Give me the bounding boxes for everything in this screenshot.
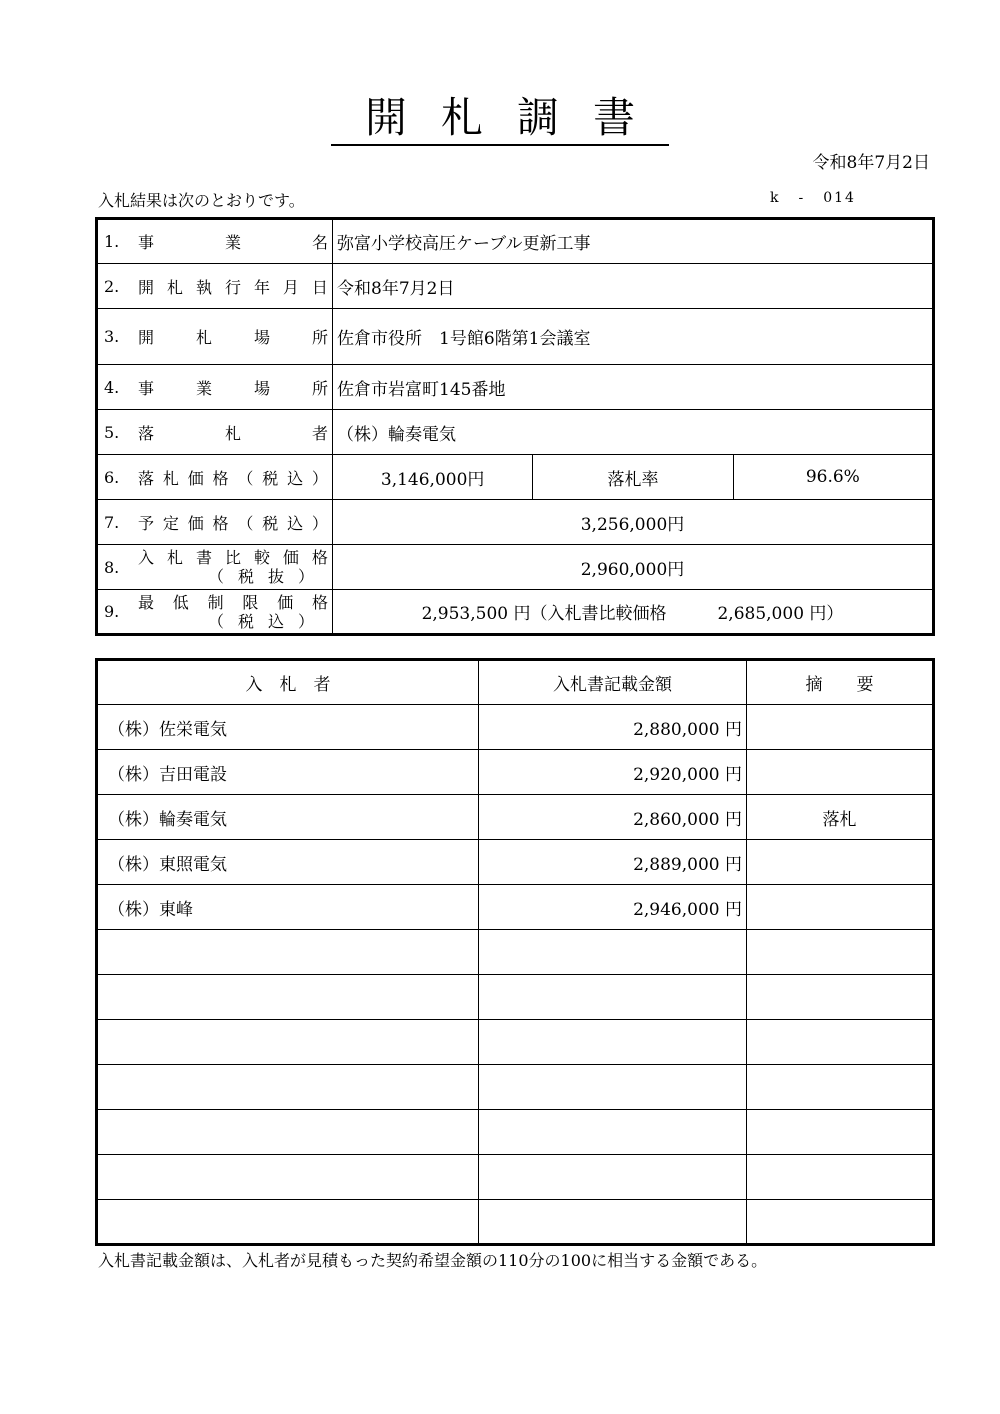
winning-bidder-value: （株）輪奏電気 <box>333 410 934 455</box>
winning-rate-value: 96.6% <box>733 455 933 500</box>
bid-amount: 2,920,000 円 <box>479 750 747 795</box>
document-title: 開札調書 <box>0 92 1000 146</box>
row-label: 開 札 執 行 年 月 日 <box>138 277 328 297</box>
header-note: 摘 要 <box>747 660 934 705</box>
row-label-line2: （税抜） <box>207 567 328 586</box>
bid-note: 落札 <box>747 795 934 840</box>
bid-note <box>747 750 934 795</box>
info-row-winning-price <box>97 455 934 500</box>
bid-note <box>747 705 934 750</box>
empty-table-row <box>97 1200 934 1245</box>
document-date: 令和8年7月2日 <box>812 153 930 173</box>
estimated-price-value: 3,256,000円 <box>333 500 934 545</box>
doc-number-value: 014 <box>823 190 856 206</box>
bid-summary-table <box>95 217 935 636</box>
info-row-estimated-price <box>97 500 934 545</box>
bidder-name: （株）東照電気 <box>97 840 479 885</box>
bidders-table <box>95 658 935 1246</box>
row-number: 4. <box>104 377 120 397</box>
bid-note <box>747 840 934 885</box>
bid-note <box>747 885 934 930</box>
bid-amount: 2,860,000 円 <box>479 795 747 840</box>
empty-table-row <box>97 930 934 975</box>
footnote: 入札書記載金額は、入札者が見積もった契約希望金額の110分の100に相当する金額である。 <box>98 1251 768 1270</box>
bidder-name: （株）東峰 <box>97 885 479 930</box>
project-name-value: 弥富小学校高圧ケーブル更新工事 <box>333 219 934 264</box>
row-label-line2: （税込） <box>207 611 328 631</box>
row-label: 落 札 価 格 （ 税 込 ） <box>138 468 328 488</box>
row-number: 3. <box>104 327 120 346</box>
row-number: 2. <box>104 276 120 296</box>
empty-table-row <box>97 1155 934 1200</box>
project-site-value: 佐倉市岩富町145番地 <box>333 365 934 410</box>
empty-table-row <box>97 1065 934 1110</box>
opening-date-value: 令和8年7月2日 <box>333 264 934 309</box>
row-label: 予 定 価 格 （ 税 込 ） <box>138 513 328 533</box>
doc-number-dash: - <box>798 190 806 206</box>
info-row-comparison-price <box>97 545 934 590</box>
row-label-line1: 入 札 書 比 較 価 格 <box>138 548 328 567</box>
row-number: 6. <box>104 467 120 487</box>
opening-place-value: 佐倉市役所 1号館6階第1会議室 <box>333 309 934 365</box>
minimum-price-value: 2,953,500 円（入札書比較価格 2,685,000 円） <box>333 590 934 635</box>
row-number: 7. <box>104 512 120 532</box>
table-row <box>97 795 934 840</box>
info-row-opening-place <box>97 309 934 365</box>
table-row <box>97 705 934 750</box>
header-bidder: 入 札 者 <box>97 660 479 705</box>
info-row-opening-date <box>97 264 934 309</box>
bidder-name: （株）吉田電設 <box>97 750 479 795</box>
doc-number-prefix: k <box>770 190 781 206</box>
empty-table-row <box>97 975 934 1020</box>
row-label: 事 業 場 所 <box>138 378 328 398</box>
bid-amount: 2,880,000 円 <box>479 705 747 750</box>
info-row-winning-bidder <box>97 410 934 455</box>
row-label: 開 札 場 所 <box>138 328 328 347</box>
table-row <box>97 750 934 795</box>
row-number: 8. <box>104 557 120 577</box>
document-number <box>770 190 856 206</box>
table-row <box>97 885 934 930</box>
winning-rate-label: 落札率 <box>533 455 733 500</box>
bidder-name: （株）輪奏電気 <box>97 795 479 840</box>
row-number: 5. <box>104 422 120 442</box>
row-label: 事 業 名 <box>138 233 328 252</box>
row-number: 1. <box>104 232 120 251</box>
bid-amount: 2,946,000 円 <box>479 885 747 930</box>
table-header-row <box>97 660 934 705</box>
row-label: 落 札 者 <box>138 423 328 443</box>
info-row-project-name <box>97 219 934 264</box>
info-row-minimum-price <box>97 590 934 635</box>
comparison-price-value: 2,960,000円 <box>333 545 934 590</box>
empty-table-row <box>97 1020 934 1065</box>
intro-text: 入札結果は次のとおりです。 <box>98 191 305 210</box>
row-label-line1: 最 低 制 限 価 格 <box>138 592 328 612</box>
empty-table-row <box>97 1110 934 1155</box>
bid-amount: 2,889,000 円 <box>479 840 747 885</box>
info-row-project-site <box>97 365 934 410</box>
row-number: 9. <box>104 602 120 621</box>
header-amount: 入札書記載金額 <box>479 660 747 705</box>
winning-price-value: 3,146,000円 <box>333 455 533 500</box>
table-row <box>97 840 934 885</box>
bidder-name: （株）佐栄電気 <box>97 705 479 750</box>
